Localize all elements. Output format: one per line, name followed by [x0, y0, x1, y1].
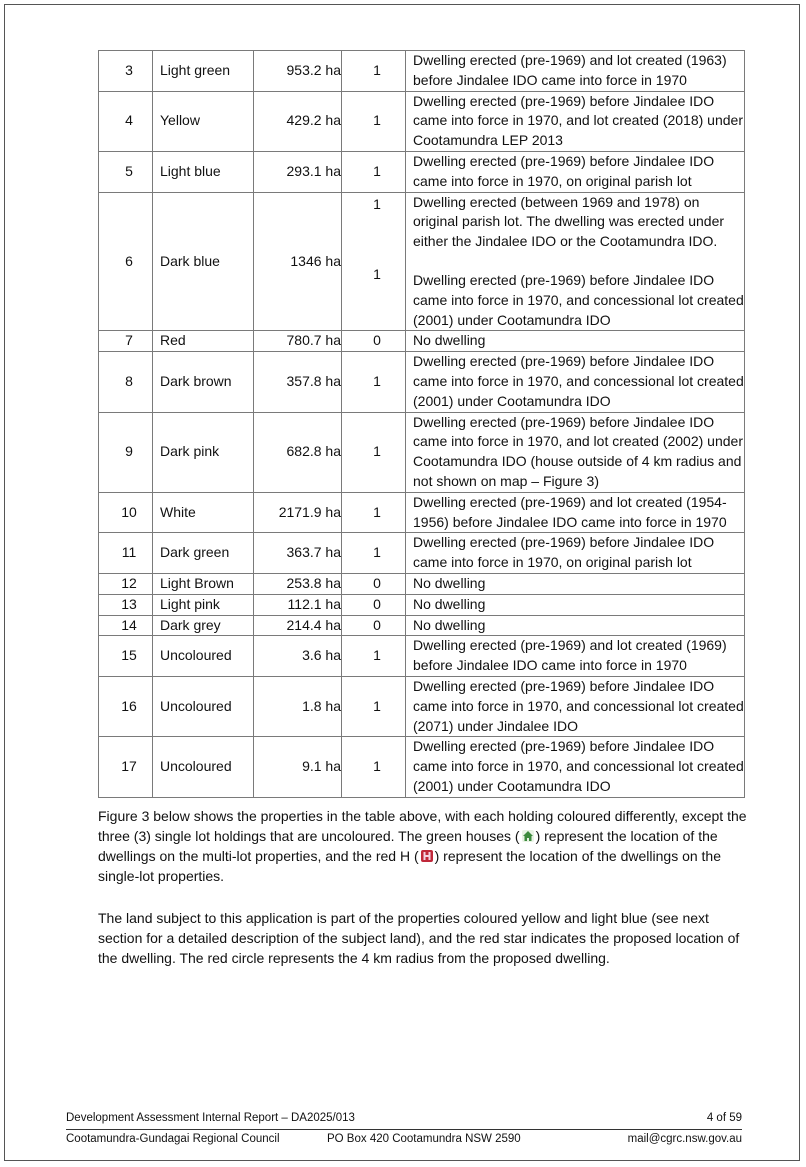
paragraph1-part3: ) represent the location of the dwellings on the single-lot properties.	[98, 848, 722, 884]
holding-colour: Light Brown	[153, 573, 254, 594]
holding-colour: Yellow	[153, 91, 254, 151]
holding-area: 682.8 ha	[254, 412, 342, 492]
holding-area: 253.8 ha	[254, 573, 342, 594]
holding-area: 429.2 ha	[254, 91, 342, 151]
table-row	[99, 533, 745, 574]
description-gap	[413, 252, 744, 271]
dwelling-count: 1	[342, 676, 406, 736]
table-row	[99, 412, 745, 492]
holding-number: 16	[99, 676, 153, 736]
holding-number: 17	[99, 737, 153, 797]
holding-number: 14	[99, 615, 153, 636]
holding-area: 953.2 ha	[254, 51, 342, 92]
description-text: Dwelling erected (pre-1969) before Jindalee IDO came into force in 1970, and concessional lot created (2001) under Cootamundra IDO	[413, 271, 744, 328]
table-row	[99, 331, 745, 352]
dwelling-description: Dwelling erected (pre-1969) before Jindalee IDO came into force in 1970, and concessional lot created (2001) under Cootamundra IDO	[406, 737, 745, 797]
footer-bottom-row	[66, 1133, 742, 1145]
holdings-table-body	[99, 51, 745, 798]
dwelling-description: Dwelling erected (pre-1969) and lot created (1969) before Jindalee IDO came into force in 1970	[406, 636, 745, 677]
dwelling-description: Dwelling erected (pre-1969) and lot created (1963) before Jindalee IDO came into force in 1970	[406, 51, 745, 92]
footer-divider	[66, 1129, 742, 1130]
dwelling-description: Dwelling erected (pre-1969) and lot created (1954-1956) before Jindalee IDO came into force in 1970	[406, 492, 745, 533]
holding-colour: Uncoloured	[153, 676, 254, 736]
holding-number: 13	[99, 594, 153, 615]
footer-top-row	[66, 1112, 742, 1124]
footer-address: PO Box 420 Cootamundra NSW 2590	[327, 1133, 521, 1145]
holding-number: 8	[99, 352, 153, 412]
holding-number: 15	[99, 636, 153, 677]
holding-number: 6	[99, 192, 153, 331]
dwelling-count: 0	[342, 573, 406, 594]
holding-number: 9	[99, 412, 153, 492]
dwelling-count: 1	[342, 492, 406, 533]
dwelling-description: Dwelling erected (pre-1969) before Jindalee IDO came into force in 1970, and lot created (2018) under Cootamundra LEP 2013	[406, 91, 745, 151]
holding-area: 293.1 ha	[254, 151, 342, 192]
dwelling-count: 1	[342, 412, 406, 492]
dwelling-description: Dwelling erected (pre-1969) before Jindalee IDO came into force in 1970, and lot created (2002) under Cootamundra IDO (house outside of 4 km radius and not shown on map – Figure 3)	[406, 412, 745, 492]
holding-number: 3	[99, 51, 153, 92]
table-row	[99, 352, 745, 412]
dwelling-description: No dwelling	[406, 594, 745, 615]
holding-number: 4	[99, 91, 153, 151]
dwelling-count: 1	[342, 533, 406, 574]
holding-colour: Uncoloured	[153, 636, 254, 677]
holding-colour: Red	[153, 331, 254, 352]
holding-colour: Light blue	[153, 151, 254, 192]
dwelling-count: 1	[342, 151, 406, 192]
red-h-icon	[420, 849, 434, 863]
holding-colour: Dark blue	[153, 192, 254, 331]
table-row	[99, 51, 745, 92]
footer-page-number: 4 of 59	[706, 1112, 742, 1124]
table-row	[99, 573, 745, 594]
dwelling-count-value: 1	[373, 265, 381, 282]
table-row	[99, 615, 745, 636]
holding-number: 7	[99, 331, 153, 352]
dwelling-description	[406, 192, 745, 331]
holding-colour: Uncoloured	[153, 737, 254, 797]
holding-number: 12	[99, 573, 153, 594]
holding-area: 363.7 ha	[254, 533, 342, 574]
holding-area: 780.7 ha	[254, 331, 342, 352]
holding-area: 9.1 ha	[254, 737, 342, 797]
dwelling-count	[342, 192, 406, 331]
dwelling-description: Dwelling erected (pre-1969) before Jindalee IDO came into force in 1970, on original parish lot	[406, 533, 745, 574]
dwelling-count: 1	[342, 636, 406, 677]
dwelling-description: No dwelling	[406, 573, 745, 594]
dwelling-count: 1	[342, 737, 406, 797]
dwelling-description: Dwelling erected (pre-1969) before Jindalee IDO came into force in 1970, and concessional lot created (2001) under Cootamundra IDO	[406, 352, 745, 412]
holding-area: 1.8 ha	[254, 676, 342, 736]
table-row	[99, 91, 745, 151]
paragraph1-part2: ) represent the location of the dwellings on the multi-lot properties, and the red H (	[98, 828, 718, 864]
holding-area: 2171.9 ha	[254, 492, 342, 533]
holding-colour: Dark green	[153, 533, 254, 574]
dwelling-count: 0	[342, 615, 406, 636]
holding-colour: Dark brown	[153, 352, 254, 412]
subject-land-paragraph: The land subject to this application is part of the properties coloured yellow and light blue (see next section for a detailed description of the subject land), and the red star indicates the proposed location of the dwelling. The red circle represents the 4 km radius from the proposed dwelling.	[98, 910, 740, 966]
dwelling-count: 0	[342, 331, 406, 352]
holding-colour: Dark grey	[153, 615, 254, 636]
holding-area: 214.4 ha	[254, 615, 342, 636]
green-house-icon	[521, 829, 535, 843]
dwelling-description: Dwelling erected (pre-1969) before Jindalee IDO came into force in 1970, on original parish lot	[406, 151, 745, 192]
table-row	[99, 192, 745, 331]
figure-description-paragraph	[98, 806, 748, 886]
dwelling-count: 1	[342, 91, 406, 151]
holding-colour: Light pink	[153, 594, 254, 615]
table-row	[99, 594, 745, 615]
dwelling-count-value: 1	[373, 195, 381, 212]
table-row	[99, 492, 745, 533]
holding-colour: Dark pink	[153, 412, 254, 492]
footer-email: mail@cgrc.nsw.gov.au	[627, 1133, 742, 1145]
footer-report-title: Development Assessment Internal Report – DA2025/013	[66, 1112, 355, 1124]
holding-area: 1346 ha	[254, 192, 342, 331]
paragraph1-part1: Figure 3 below shows the properties in the table above, with each holding coloured differently, except the three (3) single lot holdings that are uncoloured. The green houses (	[98, 808, 747, 844]
dwelling-count-stack	[349, 193, 405, 313]
table-row	[99, 737, 745, 797]
holdings-table	[98, 50, 745, 798]
dwelling-description: Dwelling erected (pre-1969) before Jindalee IDO came into force in 1970, and concessional lot created (2071) under Jindalee IDO	[406, 676, 745, 736]
dwelling-description: No dwelling	[406, 615, 745, 636]
holding-colour: Light green	[153, 51, 254, 92]
holding-number: 5	[99, 151, 153, 192]
table-row	[99, 151, 745, 192]
holding-number: 10	[99, 492, 153, 533]
footer-council-name: Cootamundra-Gundagai Regional Council	[66, 1133, 280, 1145]
dwelling-count: 0	[342, 594, 406, 615]
holding-number: 11	[99, 533, 153, 574]
description-text: Dwelling erected (between 1969 and 1978) on original parish lot. The dwelling was erected under either the Jindalee IDO or the Cootamundra IDO.	[413, 193, 725, 250]
dwelling-count: 1	[342, 352, 406, 412]
dwelling-count: 1	[342, 51, 406, 92]
table-row	[99, 636, 745, 677]
holding-area: 357.8 ha	[254, 352, 342, 412]
table-row	[99, 676, 745, 736]
holding-area: 112.1 ha	[254, 594, 342, 615]
dwelling-description: No dwelling	[406, 331, 745, 352]
holding-area: 3.6 ha	[254, 636, 342, 677]
holding-colour: White	[153, 492, 254, 533]
